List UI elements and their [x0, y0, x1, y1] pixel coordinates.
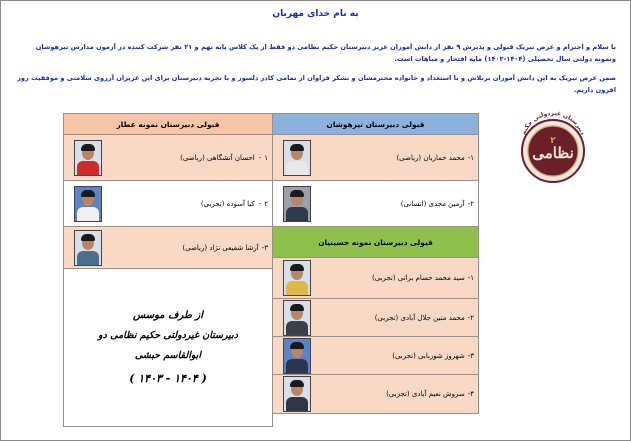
row-number: ۱ — [264, 153, 268, 162]
student-name: محمد متین جلال آبادی (تجربی) — [374, 313, 465, 322]
separator-dash: - — [258, 153, 262, 162]
row-number: ۲ — [264, 199, 268, 208]
student-photo — [283, 338, 311, 374]
student-name: آرشا شفیعی نژاد (ریاضی) — [182, 243, 259, 252]
signature-name: ابوالقاسم حبشی — [134, 350, 202, 361]
left-results-table — [63, 113, 273, 427]
student-name: احسان آتشگاهی (ریاضی) — [180, 153, 255, 162]
student-photo — [283, 376, 311, 412]
logo-main-text: نظامی — [532, 144, 574, 162]
table-row — [273, 135, 479, 181]
student-name: کیا آسوده (تجربی) — [200, 199, 255, 208]
student-photo — [283, 140, 311, 176]
student-name: سید محمد حسام براتی (تجربی) — [372, 274, 465, 282]
table-row — [273, 181, 479, 227]
student-photo — [74, 140, 102, 176]
intro-paragraph: با سلام و احترام و عرض تبریک قبولی و پذیرش ۹ نفر از دانش آموزان عزیز دبیرستان حکیم نظامی دو فقط از یک کلاس پایه نهم و ۲۱ نفر شرکت کننده در آزمون مدارس تیزهوشان ونمونه دولتی سال تحصیلی (۱۴۰۴-۱۴۰۳) مایه افتخار و مباهات است. — [35, 43, 616, 63]
page-title: به نام خدای مهربان — [272, 9, 359, 19]
tizhooshan-header: قبولی دبیرستان تیزهوشان — [273, 114, 479, 135]
school-logo — [513, 109, 593, 187]
table-row — [273, 258, 479, 299]
student-name: آرمین مجدی (انسانی) — [400, 199, 465, 208]
student-photo — [74, 186, 102, 222]
student-name: سروش نعیم آبادی (تجربی) — [386, 390, 465, 398]
signature-cell — [64, 269, 273, 427]
table-row — [64, 135, 273, 181]
congrats-paragraph: ضمن عرض تبریک به این دانش آموزان برتلاش و با استعداد و خانواده محترمشان و تشکر فراوان از تمامی کادر دلسوز و با تجربه دبیرستان برای این عزیزان آرزوی سلامتی و موفقیت روز افزون داریم. — [17, 74, 616, 94]
separator-dash: - — [258, 199, 262, 208]
row-number: ۳- — [261, 243, 268, 252]
student-photo — [283, 300, 311, 336]
signature-years: ( ۱۴۰۴ - ۱۴۰۳ ) — [129, 372, 207, 385]
student-photo — [283, 260, 311, 296]
row-number: ۱- — [467, 274, 474, 282]
logo-numeral: ۲ — [550, 136, 556, 146]
signature-line: دبیرستان غیردولتی حکیم نظامی دو — [98, 330, 238, 341]
table-row — [64, 227, 273, 269]
attar-header: قبولی دبیرستان نمونه عطار — [64, 114, 273, 135]
hosseinian-header: قبولی دبیرستان نمونه حسینیان — [273, 227, 479, 258]
row-number: ۳- — [467, 351, 474, 360]
row-number: ۴- — [467, 390, 474, 398]
student-name: شهروز شوربابی (تجربی) — [392, 351, 465, 360]
logo-arc-text: دبیرستان غیردولتی حکیم — [519, 109, 587, 137]
row-number: ۱- — [467, 153, 474, 162]
student-photo — [74, 230, 102, 266]
row-number: ۲- — [467, 313, 474, 322]
right-results-table — [272, 113, 479, 414]
student-name: محمد خماریان (ریاضی) — [396, 153, 465, 162]
student-photo — [283, 186, 311, 222]
table-row — [64, 181, 273, 227]
table-row — [273, 299, 479, 337]
table-row — [273, 375, 479, 414]
signature-line: از طرف موسس — [132, 310, 204, 321]
table-row — [273, 337, 479, 375]
row-number: ۲- — [467, 199, 474, 208]
founder-signature — [64, 269, 272, 426]
